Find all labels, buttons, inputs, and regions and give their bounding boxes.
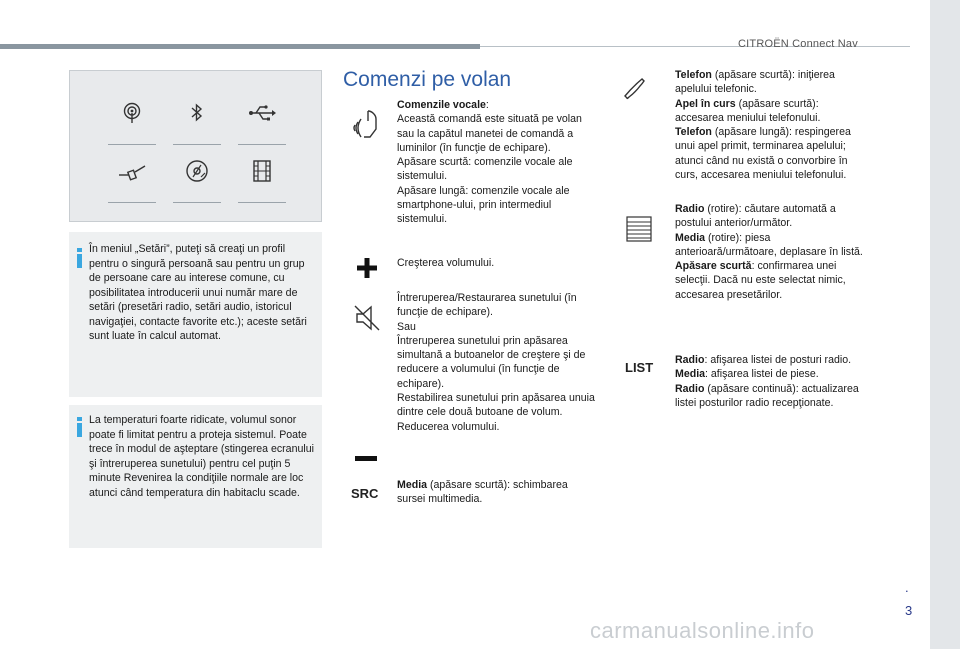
cd-icon xyxy=(177,159,217,203)
voice-line-2: Apăsare scurtă: comenzile vocale ale sistemului. xyxy=(397,156,573,183)
mute-line-4: Restabilirea sunetului prin apăsarea unuia dintre cele două butoane de volum. xyxy=(397,392,595,419)
voice-label: Comenzile vocale xyxy=(397,99,486,111)
phone-icon xyxy=(620,74,648,107)
mute-icon xyxy=(352,303,382,338)
list-b2: Media xyxy=(675,368,706,381)
src-label: SRC xyxy=(351,486,379,501)
src-bold: Media xyxy=(397,479,428,491)
usb-icon xyxy=(242,101,282,145)
header-bar xyxy=(0,44,480,49)
watermark: carmanualsonline.info xyxy=(590,618,815,643)
mute-text xyxy=(397,291,597,434)
mute-line-2: Sau xyxy=(397,320,416,333)
phone-b2: Apel în curs xyxy=(675,97,736,110)
list-t1: : afişarea listei de posturi radio. xyxy=(704,354,852,366)
mute-line-3: Întreruperea sunetului prin apăsarea simultană a butoanelor de creştere şi de reducere a volumului (în funcţie de echipare). xyxy=(397,334,586,390)
plus-icon xyxy=(356,257,378,284)
list-t3: (apăsare continuă): actualizarea listei posturilor radio recepţionate. xyxy=(675,382,859,409)
minus-icon xyxy=(355,450,377,468)
src-desc: (apăsare scurtă): schimbarea sursei multimedia. xyxy=(397,479,568,506)
phone-t2: (apăsare scurtă): accesarea meniului telefonului. xyxy=(675,97,821,124)
list-b3: Radio xyxy=(675,382,705,395)
note-temperature xyxy=(69,405,322,548)
wheel-t1: (rotire): căutare automată a postului anterior/următor. xyxy=(675,203,836,230)
voice-colon: : xyxy=(485,99,489,111)
wheel-t3: : confirmarea unei selecţii. Dacă nu este selectat nimic, accesarea presetărilor. xyxy=(675,260,846,301)
voice-command-icon xyxy=(348,107,384,146)
thumbwheel-text xyxy=(675,202,865,302)
note-temperature-text: La temperaturi foarte ridicate, volumul sonor poate fi limitat pentru a proteja sistemul. Poate trece în modul de aşteptare (stingerea ecranului şi întreruperea sunetului) pentru cel puţin 5 minute Revenirea la condiţiile normale are loc atunci când temperatura din habitaclu scade. xyxy=(89,414,314,499)
wheel-b3: Apăsare scurtă xyxy=(675,260,752,273)
phone-b3: Telefon xyxy=(675,126,712,139)
mute-line-1: Întreruperea/Restaurarea sunetului (în funcţie de echipare). xyxy=(397,292,577,319)
header-title: CITROËN Connect Nav xyxy=(738,38,858,50)
source-icons-panel xyxy=(69,70,322,222)
info-icon xyxy=(77,417,82,437)
wheel-b1: Radio xyxy=(675,203,705,215)
wheel-b2: Media xyxy=(675,231,706,244)
volume-up-text: Creşterea volumului. xyxy=(397,257,495,269)
aux-cable-icon xyxy=(112,159,152,203)
phone-t1: (apăsare scurtă): iniţierea apelului telefonic. xyxy=(675,69,835,96)
page-continued: . xyxy=(905,580,909,595)
src-text xyxy=(397,478,597,507)
list-t2: : afişarea listei de piese. xyxy=(705,368,819,381)
phone-b1: Telefon xyxy=(675,69,712,81)
page-number: 3 xyxy=(905,603,913,618)
radio-icon xyxy=(112,101,152,145)
info-icon xyxy=(77,248,82,268)
phone-t3: (apăsare lungă): respingerea unui apel primit, terminarea apelului; atunci când nu există o convorbire în curs, accesarea meniului telefonului. xyxy=(675,126,851,182)
voice-line-1: Această comandă este situată pe volan sau la capătul manetei de comandă a luminilor (în funcţie de echipare). xyxy=(397,113,582,154)
section-title: Comenzi pe volan xyxy=(343,68,512,91)
bluetooth-icon xyxy=(177,101,217,145)
phone-text xyxy=(675,68,865,182)
video-icon xyxy=(242,159,282,203)
list-label: LIST xyxy=(625,360,654,375)
thumbwheel-icon xyxy=(624,214,654,249)
note-profiles-text: În meniul „Setări”, puteţi să creaţi un profil pentru o singură persoană sau pentru un grup de persoane care au interese comune, cu posibilitatea introducerii unui număr mare de setări (presetări radio, setări audio, istoricul navigaţiei, contacte favorite etc.); aceste setări sunt luate în calcul automat. xyxy=(89,243,307,342)
volume-down-text: Reducerea volumului. xyxy=(397,420,500,433)
note-profiles xyxy=(69,232,322,397)
voice-command-text xyxy=(397,98,597,227)
list-b1: Radio xyxy=(675,354,705,366)
side-strip xyxy=(930,0,960,649)
list-text xyxy=(675,353,865,410)
voice-line-3: Apăsare lungă: comenzile vocale ale smartphone-ului, prin intermediul sistemului. xyxy=(397,184,570,226)
wheel-t2: (rotire): piesa anterioară/următoare, deplasare în listă. xyxy=(675,231,863,258)
